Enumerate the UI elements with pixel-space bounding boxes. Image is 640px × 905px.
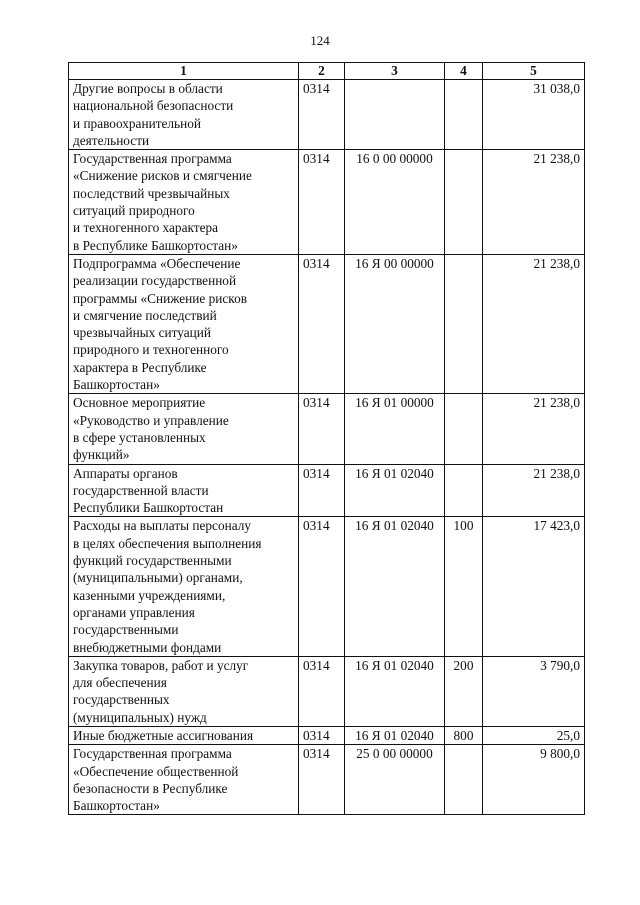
table-row [69, 656, 585, 726]
table-row [69, 745, 585, 815]
table-row [69, 254, 585, 393]
row-type-code [445, 394, 483, 464]
table-row [69, 394, 585, 464]
row-type-code: 100 [445, 517, 483, 656]
column-header-1: 1 [69, 63, 299, 80]
row-target-code: 16 Я 01 02040 [345, 656, 445, 726]
row-type-code [445, 254, 483, 393]
row-amount: 9 800,0 [483, 745, 585, 815]
row-type-code: 800 [445, 726, 483, 744]
row-section-code: 0314 [299, 726, 345, 744]
table-row [69, 517, 585, 656]
row-section-code: 0314 [299, 80, 345, 150]
row-section-code: 0314 [299, 394, 345, 464]
row-target-code: 25 0 00 00000 [345, 745, 445, 815]
row-target-code: 16 Я 01 02040 [345, 726, 445, 744]
row-name: Закупка товаров, работ и услуг для обеспечения государственных (муниципальных) нужд [69, 656, 299, 726]
row-target-code [345, 80, 445, 150]
row-section-code: 0314 [299, 254, 345, 393]
row-target-code: 16 0 00 00000 [345, 150, 445, 255]
page-number: 124 [310, 33, 330, 48]
row-amount: 21 238,0 [483, 254, 585, 393]
table-header-row [69, 63, 585, 80]
row-amount: 31 038,0 [483, 80, 585, 150]
row-name: Основное мероприятие «Руководство и управление в сфере установленных функций» [69, 394, 299, 464]
row-section-code: 0314 [299, 745, 345, 815]
row-amount: 17 423,0 [483, 517, 585, 656]
row-name: Государственная программа «Обеспечение общественной безопасности в Республике Башкортостан» [69, 745, 299, 815]
row-amount: 21 238,0 [483, 394, 585, 464]
row-section-code: 0314 [299, 517, 345, 656]
row-name: Другие вопросы в области национальной безопасности и правоохранительной деятельности [69, 80, 299, 150]
row-target-code: 16 Я 01 02040 [345, 464, 445, 517]
table-row [69, 464, 585, 517]
row-section-code: 0314 [299, 464, 345, 517]
column-header-4: 4 [445, 63, 483, 80]
row-amount: 3 790,0 [483, 656, 585, 726]
row-type-code [445, 464, 483, 517]
row-type-code [445, 150, 483, 255]
row-type-code [445, 745, 483, 815]
column-header-2: 2 [299, 63, 345, 80]
row-amount: 21 238,0 [483, 150, 585, 255]
row-section-code: 0314 [299, 150, 345, 255]
row-type-code [445, 80, 483, 150]
row-section-code: 0314 [299, 656, 345, 726]
row-type-code: 200 [445, 656, 483, 726]
table-row [69, 150, 585, 255]
row-target-code: 16 Я 01 00000 [345, 394, 445, 464]
budget-table [68, 62, 585, 815]
row-name: Государственная программа «Снижение рисков и смягчение последствий чрезвычайных ситуаций природного и техногенного характера в Республике Башкортостан» [69, 150, 299, 255]
row-name: Аппараты органов государственной власти Республики Башкортостан [69, 464, 299, 517]
table-row [69, 80, 585, 150]
table-row [69, 726, 585, 744]
row-name: Расходы на выплаты персоналу в целях обеспечения выполнения функций государственными (муниципальными) органами, казенными учреждениями, органами управления государственными внебюджетными фондами [69, 517, 299, 656]
column-header-5: 5 [483, 63, 585, 80]
row-name: Подпрограмма «Обеспечение реализации государственной программы «Снижение рисков и смягчение последствий чрезвычайных ситуаций природного и техногенного характера в Республике Башкортостан» [69, 254, 299, 393]
column-header-3: 3 [345, 63, 445, 80]
row-target-code: 16 Я 00 00000 [345, 254, 445, 393]
row-target-code: 16 Я 01 02040 [345, 517, 445, 656]
row-amount: 25,0 [483, 726, 585, 744]
row-name: Иные бюджетные ассигнования [69, 726, 299, 744]
row-amount: 21 238,0 [483, 464, 585, 517]
